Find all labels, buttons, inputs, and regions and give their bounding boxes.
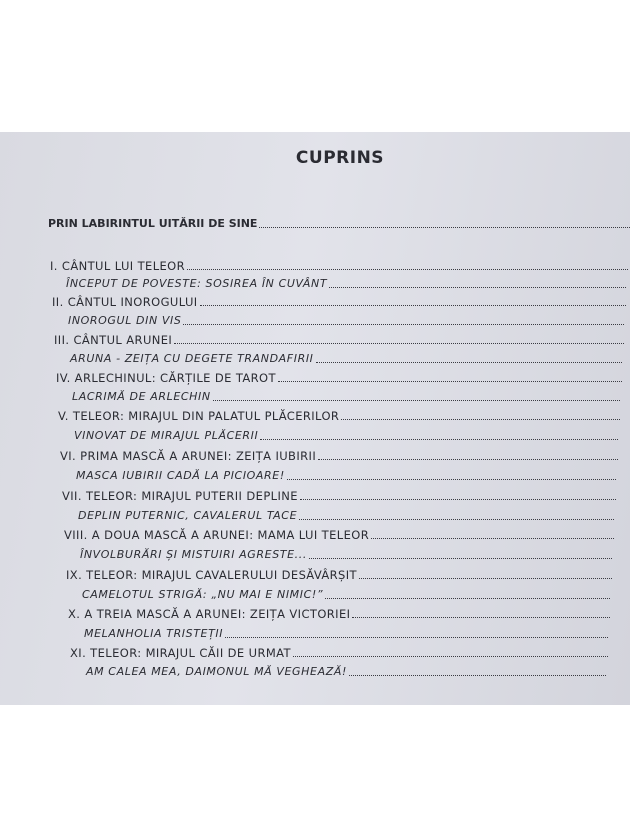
toc-subentry-label: MASCA IUBIRII CADĂ LA PICIOARE!	[76, 469, 285, 482]
toc-chapter-label: III. CÂNTUL ARUNEI	[54, 333, 173, 347]
toc-chapter-label: IX. TELEOR: MIRAJUL CAVALERULUI DESĂVÂRȘIT	[66, 568, 357, 582]
toc-chapter-6	[60, 449, 618, 463]
toc-subentry-label: DEPLIN PUTERNIC, CAVALERUL TACE	[78, 509, 298, 522]
dot-leader	[287, 479, 616, 480]
toc-chapter-label: I. CÂNTUL LUI TELEOR	[50, 259, 186, 273]
dot-leader	[349, 675, 606, 676]
document-page	[0, 132, 630, 705]
toc-chapter-label: V. TELEOR: MIRAJUL DIN PALATUL PLĂCERILOR	[58, 409, 340, 423]
toc-subentry-label: AM CALEA MEA, DAIMONUL MĂ VEGHEAZĂ!	[86, 665, 348, 678]
dot-leader	[300, 499, 616, 500]
dot-leader	[293, 656, 608, 657]
toc-subentry-3	[70, 352, 622, 366]
toc-chapter-2	[52, 295, 626, 309]
toc-chapter-3	[54, 333, 624, 347]
toc-chapter-label: XI. TELEOR: MIRAJUL CĂII DE URMAT	[70, 646, 291, 660]
toc-chapter-label: VII. TELEOR: MIRAJUL PUTERII DEPLINE	[62, 489, 298, 503]
dot-leader	[174, 343, 624, 344]
dot-leader	[225, 637, 608, 638]
dot-leader	[341, 419, 620, 420]
dot-leader	[299, 519, 614, 520]
toc-chapter-11	[70, 646, 608, 660]
toc-chapter-4	[56, 371, 622, 385]
toc-subentry-label: ÎNCEPUT DE POVESTE: SOSIREA ÎN CUVÂNT	[66, 277, 328, 290]
toc-subentry-label: MELANHOLIA TRISTEȚII	[84, 627, 224, 640]
toc-chapter-label: VIII. A DOUA MASCĂ A ARUNEI: MAMA LUI TELEOR	[64, 528, 370, 542]
page-title: CUPRINS	[295, 148, 385, 168]
dot-leader	[260, 439, 618, 440]
toc-subentry-label: INOROGUL DIN VIS	[68, 314, 182, 327]
toc-subentry-label: ÎNVOLBURĂRI ȘI MISTUIRI AGRESTE...	[80, 548, 307, 561]
dot-leader	[213, 400, 620, 401]
dot-leader	[316, 362, 622, 363]
toc-subentry-label: VINOVAT DE MIRAJUL PLĂCERII	[74, 429, 259, 442]
toc-subentry-9	[82, 588, 610, 602]
toc-chapter-10	[68, 607, 610, 621]
dot-leader	[359, 578, 612, 579]
toc-subentry-11	[86, 665, 606, 679]
toc-chapter-label: II. CÂNTUL INOROGULUI	[52, 295, 198, 309]
dot-leader	[187, 269, 628, 270]
toc-chapter-9	[66, 568, 612, 582]
toc-subentry-1	[66, 277, 626, 291]
toc-chapter-5	[58, 409, 620, 423]
toc-chapter-label: IV. ARLECHINUL: CĂRȚILE DE TAROT	[56, 371, 276, 385]
dot-leader	[325, 598, 610, 599]
toc-subentry-label: ARUNA - ZEIȚA CU DEGETE TRANDAFIRII	[70, 352, 314, 365]
dot-leader	[200, 305, 626, 306]
dot-leader	[183, 324, 624, 325]
dot-leader	[371, 538, 614, 539]
toc-chapter-8	[64, 528, 614, 542]
toc-subentry-label: CAMELOTUL STRIGĂ: „NU MAI E NIMIC!”	[82, 588, 324, 601]
dot-leader	[278, 381, 622, 382]
toc-subentry-4	[72, 390, 620, 404]
toc-chapter-1	[50, 259, 628, 273]
toc-chapter-label: VI. PRIMA MASCĂ A ARUNEI: ZEIȚA IUBIRII	[60, 449, 317, 463]
toc-subentry-5	[74, 429, 618, 443]
toc-subentry-2	[68, 314, 624, 328]
toc-subentry-label: LACRIMĂ DE ARLECHIN	[72, 390, 211, 403]
table-of-contents	[0, 132, 630, 705]
toc-main-entry	[48, 217, 630, 231]
dot-leader	[259, 227, 630, 228]
toc-main-entry-label: PRIN LABIRINTUL UITĂRII DE SINE	[48, 217, 258, 230]
dot-leader	[352, 617, 610, 618]
toc-subentry-6	[76, 469, 616, 483]
toc-chapter-label: X. A TREIA MASCĂ A ARUNEI: ZEIȚA VICTORIEI	[68, 607, 351, 621]
toc-subentry-10	[84, 627, 608, 641]
toc-subentry-8	[80, 548, 612, 562]
dot-leader	[318, 459, 618, 460]
toc-subentry-7	[78, 509, 614, 523]
dot-leader	[329, 287, 626, 288]
dot-leader	[309, 558, 612, 559]
toc-chapter-7	[62, 489, 616, 503]
